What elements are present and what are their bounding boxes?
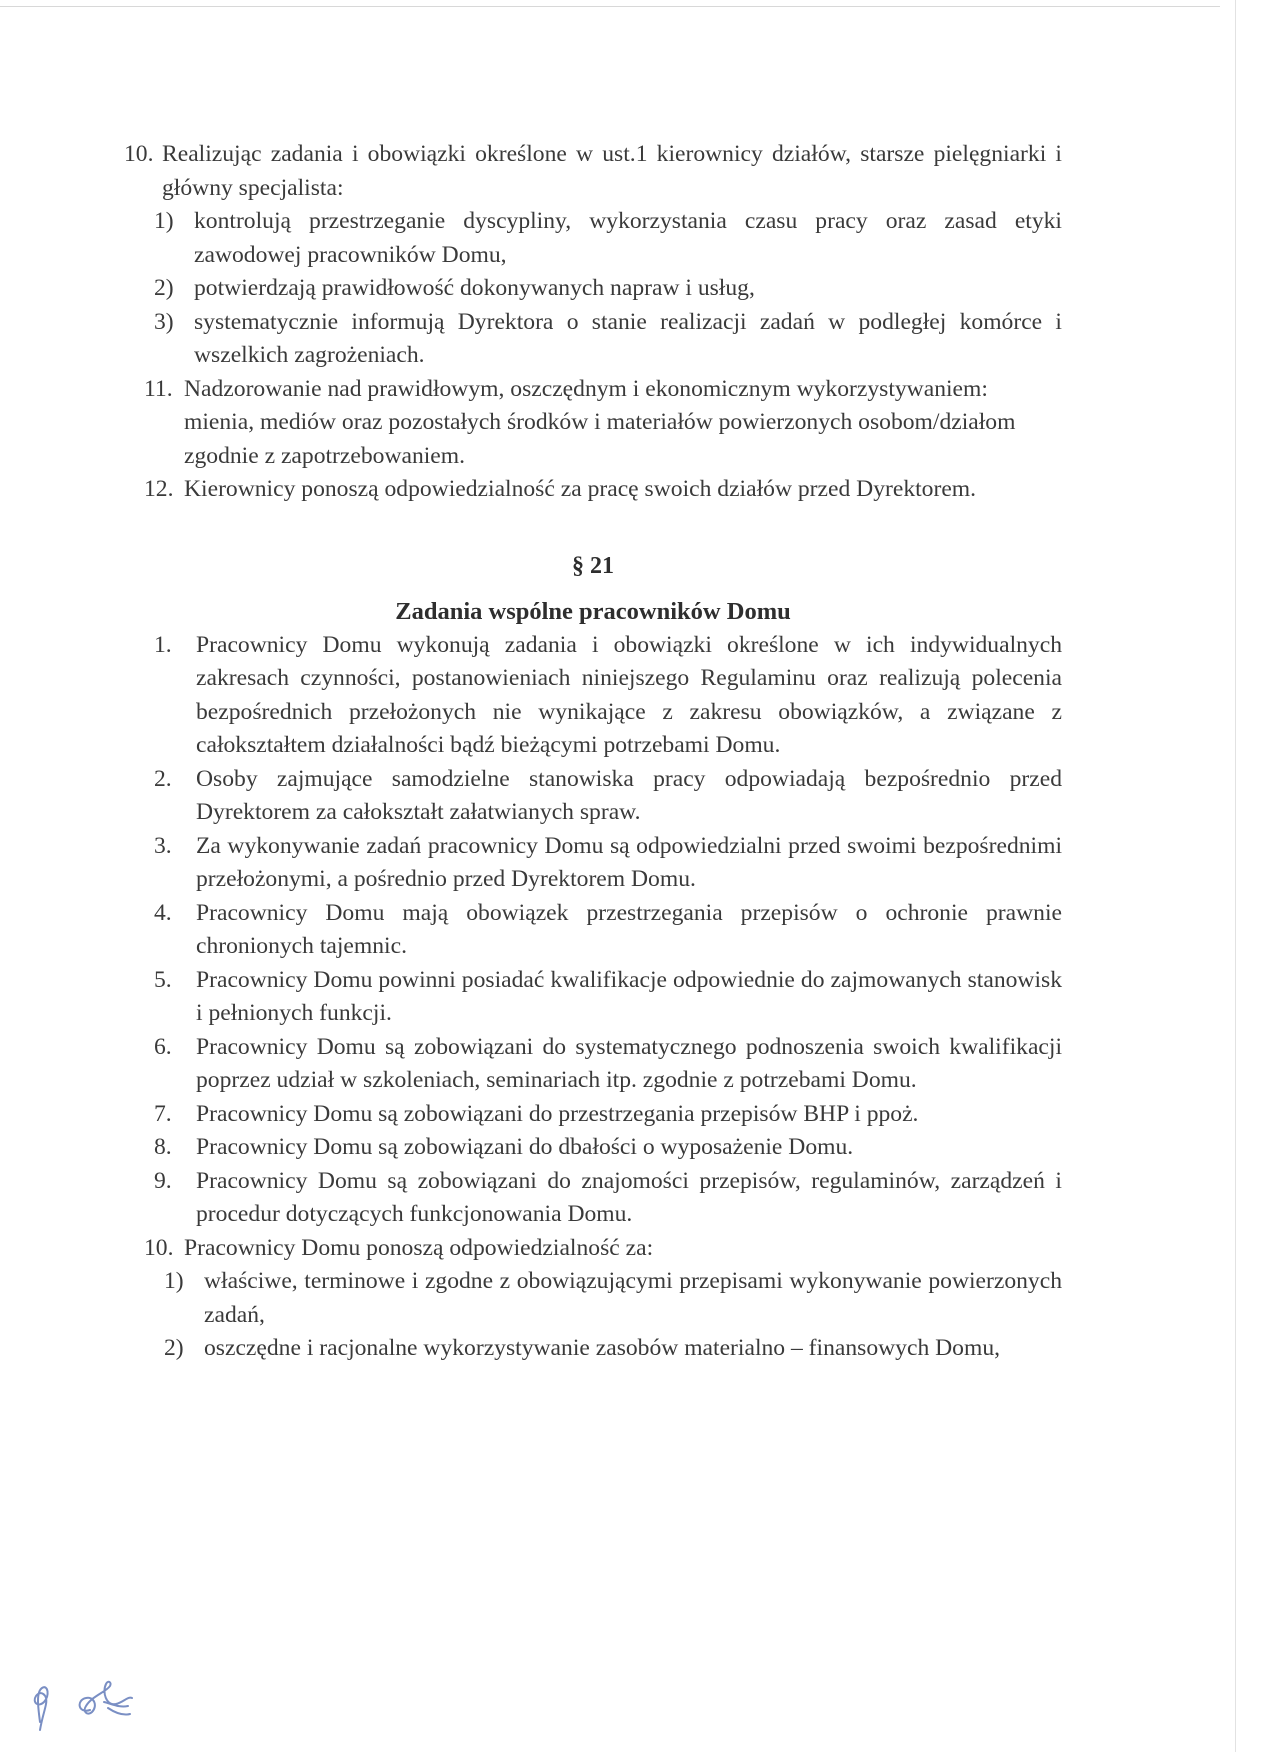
sub-item-text: właściwe, terminowe i zgodne z obowiązującymi przepisami wykonywanie powierzonych zadań, — [204, 1268, 1062, 1328]
list-item-b-6 — [124, 1031, 1062, 1098]
sub-item-b-10-1 — [124, 1265, 1062, 1332]
item-number: 9. — [154, 1167, 172, 1194]
sub-item-text: potwierdzają prawidłowość dokonywanych napraw i usług, — [194, 275, 755, 301]
item-text: Realizując zadania i obowiązki określone w ust.1 kierownicy działów, starsze pielęgniarki i główny specjalista: — [162, 141, 1062, 201]
item-text: Nadzorowanie nad prawidłowym, oszczędnym i ekonomicznym wykorzystywaniem: mienia, mediów oraz pozostałych środków i materiałów powierzonych osobom/działom zgodnie z zapotrzebowaniem. — [184, 375, 1016, 469]
item-text: Pracownicy Domu ponoszą odpowiedzialność za: — [184, 1234, 654, 1261]
item-text: Pracownicy Domu są zobowiązani do przestrzegania przepisów BHP i ppoż. — [196, 1100, 919, 1127]
list-item-a-11 — [124, 373, 1062, 474]
sub-item-number: 2) — [154, 275, 174, 301]
item-text: Pracownicy Domu mają obowiązek przestrzegania przepisów o ochronie prawnie chronionych tajemnic. — [196, 899, 1062, 959]
section-sign: § 21 — [572, 552, 614, 579]
sub-item-number: 1) — [164, 1268, 184, 1294]
sub-item-a-10-2 — [124, 272, 1062, 306]
signature-stroke-first — [35, 1687, 48, 1730]
handwritten-signature-icon — [20, 1662, 150, 1732]
item-number: 5. — [154, 966, 172, 993]
item-number: 10. — [124, 141, 154, 167]
item-text: Kierownicy ponoszą odpowiedzialność za pracę swoich działów przed Dyrektorem. — [184, 476, 977, 502]
item-number: 8. — [154, 1134, 172, 1160]
sub-item-text: oszczędne i racjonalne wykorzystywanie zasobów materialno – finansowych Domu, — [204, 1335, 1001, 1361]
scan-edge-top — [0, 6, 1220, 7]
sub-item-number: 3) — [154, 308, 174, 335]
list-item-a-12 — [124, 473, 1062, 507]
list-item-a-10 — [124, 138, 1062, 205]
sub-item-a-10-1 — [124, 205, 1062, 272]
item-number: 6. — [154, 1033, 172, 1060]
item-text: Za wykonywanie zadań pracownicy Domu są odpowiedzialni przed swoimi bezpośrednimi przełożonymi, a pośrednio przed Dyrektorem Domu. — [196, 832, 1062, 892]
sub-item-b-10-2 — [124, 1332, 1062, 1366]
item-number: 3. — [154, 832, 172, 859]
list-item-b-2 — [124, 763, 1062, 830]
item-number: 11. — [144, 375, 173, 402]
list-item-b-4 — [124, 897, 1062, 964]
item-number: 2. — [154, 765, 172, 792]
item-number: 7. — [154, 1100, 172, 1127]
signature-stroke-second — [80, 1682, 132, 1715]
list-item-b-10 — [124, 1232, 1062, 1266]
list-item-b-7 — [124, 1098, 1062, 1132]
item-text: Osoby zajmujące samodzielne stanowiska pracy odpowiadają bezpośrednio przed Dyrektorem za całokształt załatwianych spraw. — [196, 765, 1062, 825]
sub-item-text: kontrolują przestrzeganie dyscypliny, wykorzystania czasu pracy oraz zasad etyki zawodowej pracowników Domu, — [194, 208, 1062, 268]
sub-item-text: systematycznie informują Dyrektora o stanie realizacji zadań w podległej komórce i wszelkich zagrożeniach. — [194, 308, 1062, 368]
item-text: Pracownicy Domu są zobowiązani do systematycznego podnoszenia swoich kwalifikacji poprzez udział w szkoleniach, seminariach itp. zgodnie z potrzebami Domu. — [196, 1033, 1062, 1093]
list-item-b-1 — [124, 629, 1062, 763]
sub-item-a-10-3 — [124, 306, 1062, 373]
item-number: 12. — [144, 476, 174, 502]
list-item-b-9 — [124, 1165, 1062, 1232]
item-text: Pracownicy Domu są zobowiązani do znajomości przepisów, regulaminów, zarządzeń i procedur dotyczących funkcjonowania Domu. — [196, 1167, 1062, 1227]
scan-edge-right — [1235, 0, 1236, 1752]
item-text: Pracownicy Domu powinni posiadać kwalifikacje odpowiednie do zajmowanych stanowisk i pełnionych funkcji. — [196, 966, 1062, 1026]
item-number: 10. — [144, 1234, 174, 1261]
item-text: Pracownicy Domu wykonują zadania i obowiązki określone w ich indywidualnych zakresach czynności, postanowieniach niniejszego Regulaminu oraz realizują polecenia bezpośrednich przełożonych nie wynikające z zakresu obowiązków, a związane z całokształtem działalności bądź bieżącymi potrzebami Domu. — [196, 631, 1062, 758]
sub-item-number: 1) — [154, 208, 174, 234]
list-item-b-3 — [124, 830, 1062, 897]
list-item-b-5 — [124, 964, 1062, 1031]
item-number: 4. — [154, 899, 172, 926]
sub-item-number: 2) — [164, 1335, 184, 1361]
section-title: Zadania wspólne pracowników Domu — [395, 597, 791, 625]
item-text: Pracownicy Domu są zobowiązani do dbałości o wyposażenie Domu. — [196, 1134, 854, 1160]
list-item-b-8 — [124, 1131, 1062, 1165]
document-page — [124, 138, 1062, 1366]
item-number: 1. — [154, 631, 172, 658]
